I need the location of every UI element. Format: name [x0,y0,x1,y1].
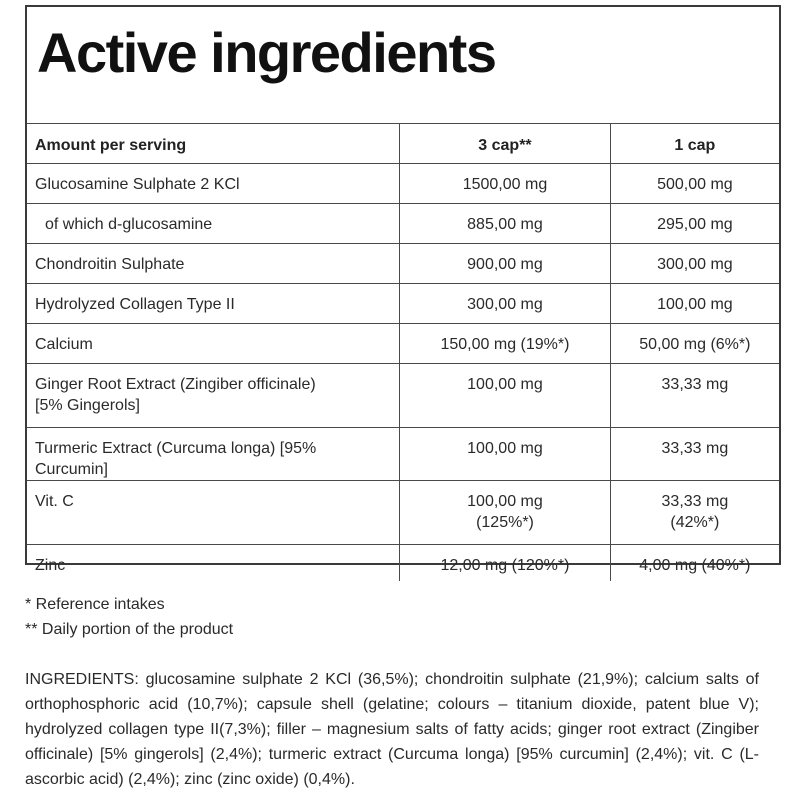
ingredient-name: Hydrolyzed Collagen Type II [27,284,400,324]
table-row [27,204,779,244]
header-3-cap: 3 cap** [400,124,611,164]
amount-1-cap: 33,33 mg [610,428,779,481]
amount-3-cap: 885,00 mg [400,204,611,244]
amount-1-cap: 295,00 mg [610,204,779,244]
amount-3-cap: 100,00 mg (125%*) [400,481,611,545]
amount-1-cap: 300,00 mg [610,244,779,284]
ingredient-name: Chondroitin Sulphate [27,244,400,284]
ingredient-name: Ginger Root Extract (Zingiber officinale) [5% Gingerols] [27,364,400,428]
amount-3-cap: 100,00 mg [400,364,611,428]
table-row [27,364,779,428]
active-ingredients-panel [25,5,781,574]
footnote-reference-intakes: * Reference intakes [25,596,165,613]
header-1-cap: 1 cap [610,124,779,164]
header-amount-per-serving: Amount per serving [27,124,400,164]
table-row [27,428,779,481]
table-row [27,284,779,324]
amount-3-cap: 300,00 mg [400,284,611,324]
ingredient-name: Glucosamine Sulphate 2 KCl [27,164,400,204]
ingredients-text: INGREDIENTS: glucosamine sulphate 2 KCl (36,5%); chondroitin sulphate (21,9%); calcium salts of orthophosphoric acid (10,7%); capsule shell (gelatine; colours – titanium dioxide, patent blue V); hydrolyzed collagen type II(7,3%); filler – magnesium salts of fatty acids; ginger root extract (Zingiber officinale) [5% gingerols] (2,4%); turmeric extract (Curcuma longa) [95% curcumin] (2,4%); vit. C (L-ascorbic acid) (2,4%); zinc (zinc oxide) (0,4%). [25,671,759,788]
amount-3-cap: 100,00 mg [400,428,611,481]
ingredient-name: Vit. C [27,481,400,545]
ingredient-name: Calcium [27,324,400,364]
table-row [27,545,779,582]
amount-1-cap: 50,00 mg (6%*) [610,324,779,364]
footnotes [25,592,233,642]
footnote-daily-portion: ** Daily portion of the product [25,621,234,638]
page-title: Active ingredients [37,21,496,84]
table-row [27,244,779,284]
amount-1-cap: 33,33 mg (42%*) [610,481,779,545]
ingredient-name: of which d-glucosamine [27,204,400,244]
ingredient-name: Turmeric Extract (Curcuma longa) [95% Curcumin] [27,428,400,481]
ingredients-table [27,123,779,581]
table-row [27,324,779,364]
amount-3-cap: 900,00 mg [400,244,611,284]
table-row [27,481,779,545]
amount-1-cap: 4,00 mg (40%*) [610,545,779,582]
ingredient-name: Zinc [27,545,400,582]
amount-3-cap: 12,00 mg (120%*) [400,545,611,582]
amount-1-cap: 100,00 mg [610,284,779,324]
table-header-row [27,124,779,164]
amount-1-cap: 33,33 mg [610,364,779,428]
amount-1-cap: 500,00 mg [610,164,779,204]
table-row [27,164,779,204]
amount-3-cap: 150,00 mg (19%*) [400,324,611,364]
amount-3-cap: 1500,00 mg [400,164,611,204]
